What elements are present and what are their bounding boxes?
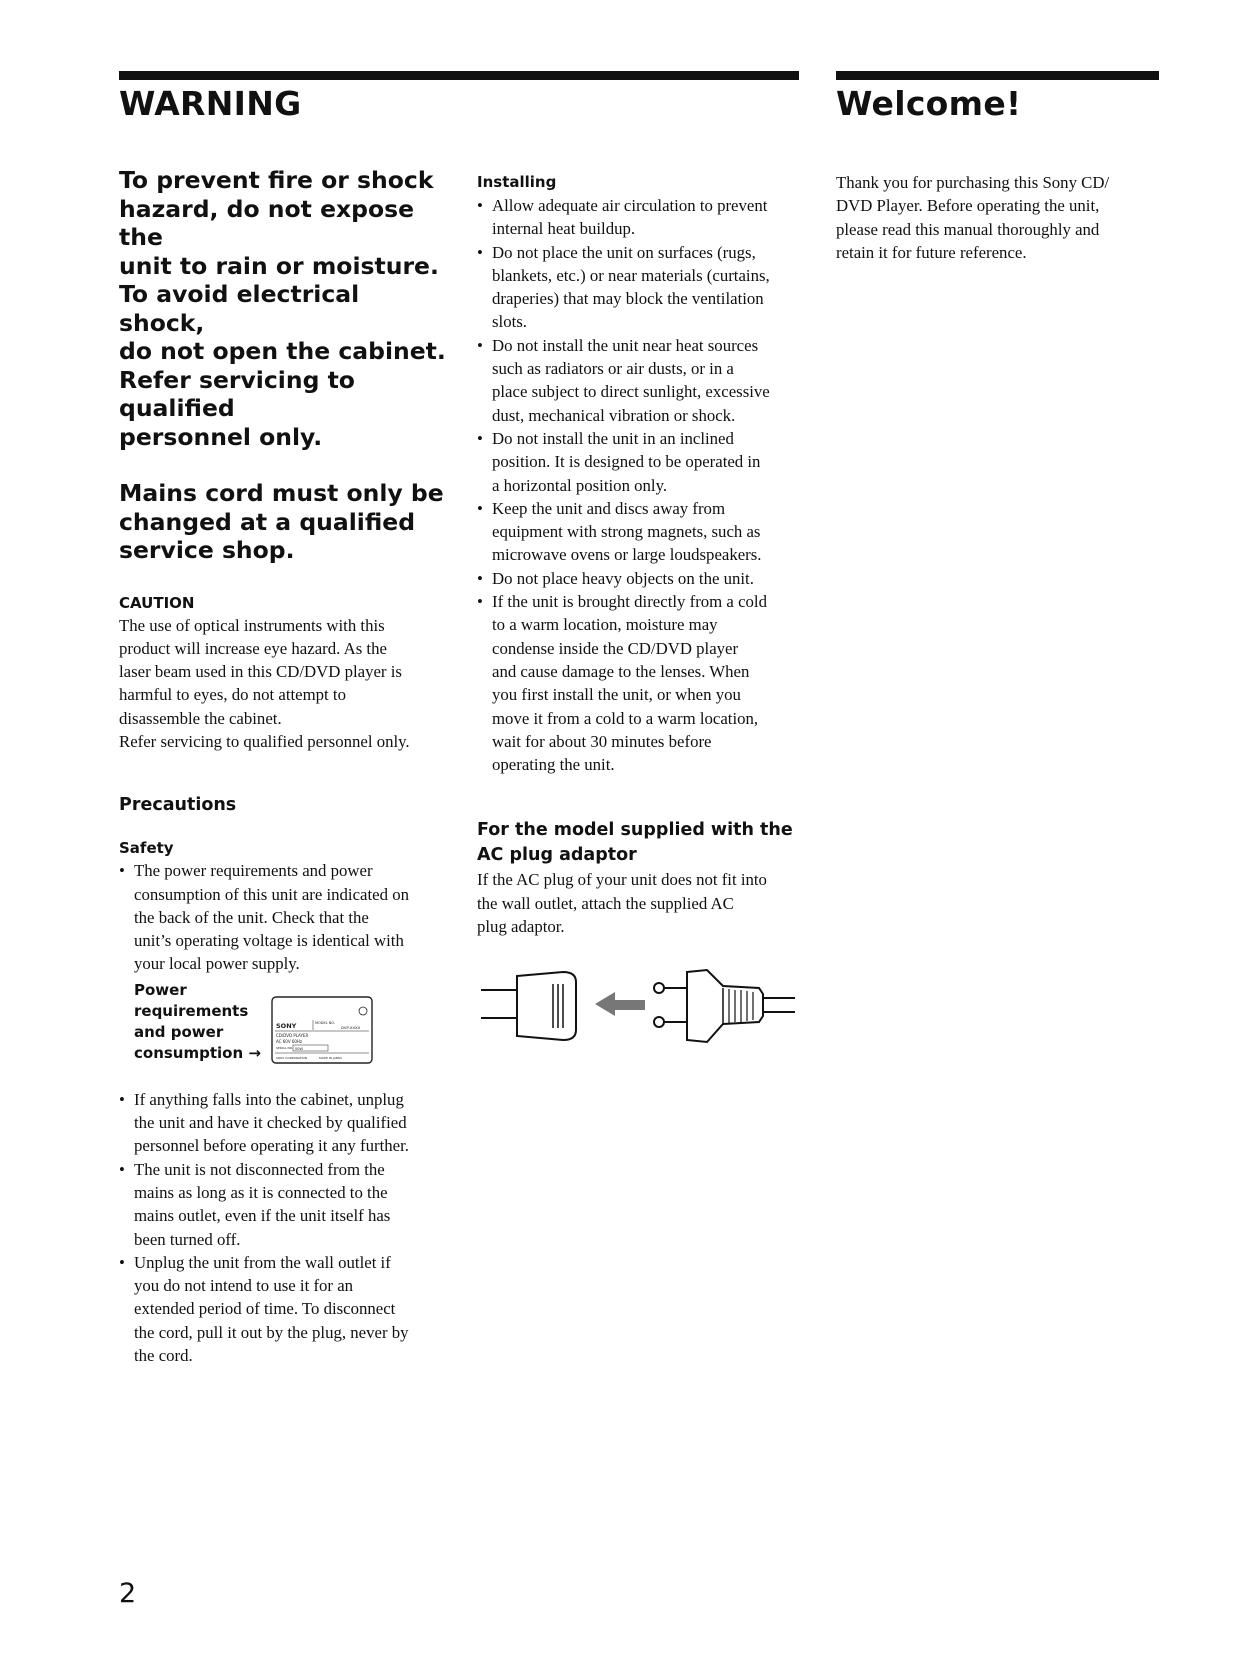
adaptor-title (477, 818, 807, 868)
list-item: • Keep the unit and discs away from equipment with strong magnets, such as microwave ovens or large loudspeakers. (477, 497, 807, 567)
adaptor-text (477, 868, 807, 938)
safety-list-continued (119, 1088, 449, 1368)
adaptor-line: If the AC plug of your unit does not fit into (477, 870, 767, 890)
plate-model-label: MODEL NO. (315, 1020, 336, 1025)
welcome-line: please read this manual thoroughly and (836, 219, 1100, 239)
welcome-line: DVD Player. Before operating the unit, (836, 196, 1100, 216)
mains-line: service shop. (119, 536, 295, 564)
plate-origin: MADE IN JAPAN (319, 1055, 342, 1060)
list-item: • Allow adequate air circulation to prevent internal heat buildup. (477, 194, 807, 241)
caution-line: harmful to eyes, do not attempt to (119, 685, 346, 705)
list-item: • Do not place the unit on surfaces (rugs, blankets, etc.) or near materials (curtains, draperies) that may block the ventilation slots. (477, 241, 807, 334)
page-number: 2 (119, 1578, 137, 1609)
rating-plate-illustration (271, 996, 373, 1064)
caution-line: disassemble the cabinet. (119, 708, 282, 728)
power-label-figure (119, 980, 449, 1076)
plate-product: CD/DVD PLAYER (276, 1032, 309, 1038)
mains-line: changed at a qualified (119, 507, 416, 536)
welcome-line: retain it for future reference. (836, 242, 1027, 262)
welcome-column (836, 171, 1159, 264)
safety-list (119, 859, 449, 975)
installing-column (477, 171, 807, 1046)
hazard-line: personnel only. (119, 422, 323, 451)
plate-model-value: DVP-XXXX (341, 1024, 361, 1030)
plate-rating: AC 60V 60Hz (276, 1038, 303, 1044)
list-item: • Do not install the unit in an inclined position. It is designed to be operated in a horizontal position only. (477, 427, 807, 497)
safety-title: Safety (119, 839, 174, 858)
plate-power: 00W (295, 1046, 303, 1051)
caution-line: Refer servicing to qualified personnel only. (119, 731, 410, 751)
plate-brand: SONY (276, 1021, 297, 1030)
hazard-warning (119, 166, 449, 451)
caution-title: CAUTION (119, 593, 195, 612)
hazard-line: To prevent fire or shock (119, 166, 434, 194)
list-item: • The power requirements and power consumption of this unit are indicated on the back of the unit. Check that the unit’s operating voltage is identical with your local power supply. (119, 859, 449, 975)
precautions-title: Precautions (119, 795, 237, 816)
welcome-title: Welcome! (836, 84, 1022, 123)
list-item: • Unplug the unit from the wall outlet if you do not intend to use it for an extended period of time. To disconnect the cord, pull it out by the plug, never by the cord. (119, 1251, 449, 1367)
mains-line: Mains cord must only be (119, 479, 444, 507)
plate-maker: SONY CORPORATION (276, 1055, 308, 1060)
hazard-line: Refer servicing to qualified (119, 365, 355, 422)
hazard-line: do not open the cabinet. (119, 337, 446, 365)
welcome-line: Thank you for purchasing this Sony CD/ (836, 173, 1110, 192)
list-item: • The unit is not disconnected from the mains as long as it is connected to the mains outlet, even if the unit itself has been turned off. (119, 1158, 449, 1251)
hazard-line: To avoid electrical shock, (119, 280, 360, 337)
welcome-header-rule (836, 71, 1159, 80)
warning-column (119, 166, 449, 1367)
hazard-line: unit to rain or moisture. (119, 251, 439, 280)
installing-list (477, 194, 807, 776)
plug-adaptor-illustration (477, 966, 797, 1046)
arrow-left-icon (595, 992, 645, 1016)
caution-line: The use of optical instruments with this (119, 615, 385, 635)
power-requirements-label: Power requirements and power consumption → (134, 980, 261, 1062)
adaptor-title-line: AC plug adaptor (477, 845, 637, 866)
caution-line: laser beam used in this CD/DVD player is (119, 662, 402, 682)
installing-title: Installing (477, 173, 557, 191)
list-item: • Do not install the unit near heat sources such as radiators or air dusts, or in a place subject to direct sunlight, excessive dust, mechanical vibration or shock. (477, 334, 807, 427)
warning-header-rule (119, 71, 799, 80)
warning-title: WARNING (119, 84, 302, 123)
mains-cord-warning (119, 479, 449, 565)
caution-line: product will increase eye hazard. As the (119, 638, 387, 658)
list-item: • If anything falls into the cabinet, unplug the unit and have it checked by qualified personnel before operating it any further. (119, 1088, 449, 1158)
adaptor-line: plug adaptor. (477, 917, 565, 937)
list-item: • If the unit is brought directly from a cold to a warm location, moisture may condense inside the CD/DVD player and cause damage to the lenses. When you first install the unit, or when you move it from a cold to a warm location, wait for about 30 minutes before operating the unit. (477, 590, 807, 776)
hazard-line: hazard, do not expose the (119, 194, 415, 251)
plate-serial-label: SERIAL NO. (276, 1045, 293, 1050)
adaptor-line: the wall outlet, attach the supplied AC (477, 893, 734, 913)
list-item: • Do not place heavy objects on the unit. (477, 567, 807, 590)
caution-text (119, 614, 449, 754)
adaptor-title-line: For the model supplied with the (477, 820, 793, 841)
